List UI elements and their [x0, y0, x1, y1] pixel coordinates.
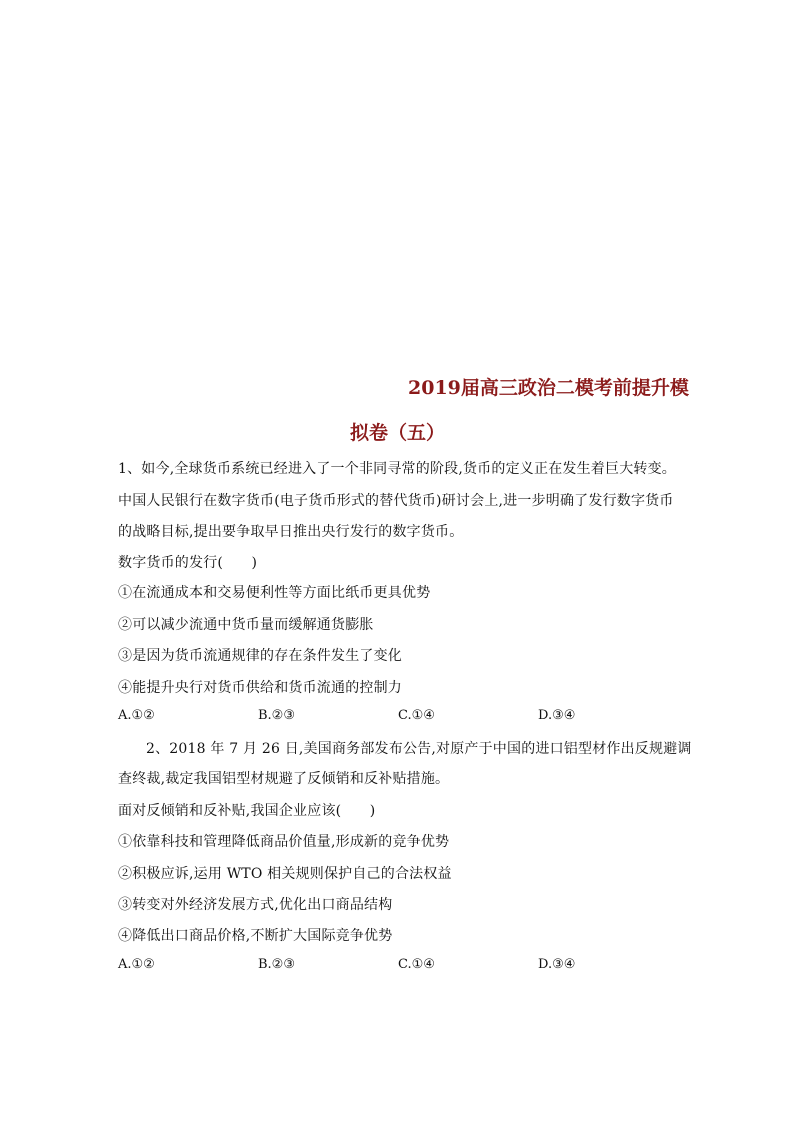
q1-choice-a: A.①② [118, 708, 155, 723]
q2-choice-d: D.③④ [538, 957, 576, 972]
q1-stem-line1: 1、如今,全球货币系统已经进入了一个非同寻常的阶段,货币的定义正在发生着巨大转变。 [118, 461, 677, 477]
document-title-line1: 2019届高三政治二模考前提升模 [408, 377, 689, 399]
q2-item-2: ②积极应诉,运用 WTO 相关规则保护自己的合法权益 [118, 866, 452, 882]
q1-choice-b: B.②③ [258, 708, 295, 723]
q1-item-2: ②可以减少流通中货币量而缓解通货膨胀 [118, 617, 374, 633]
q1-stem-line2: 中国人民银行在数字货币(电子货币形式的替代货币)研讨会上,进一步明确了发行数字货币 [118, 493, 674, 509]
q1-item-3: ③是因为货币流通规律的存在条件发生了变化 [118, 648, 402, 664]
document-title-line2: 拟卷（五） [350, 422, 446, 444]
q2-choice-b: B.②③ [258, 957, 295, 972]
q2-choice-a: A.①② [118, 957, 155, 972]
q1-choice-d: D.③④ [538, 708, 576, 723]
q2-stem-line1: 2、2018 年 7 月 26 日,美国商务部发布公告,对原产于中国的进口铝型材作出反规避调 [146, 741, 692, 757]
q2-stem-line2: 查终裁,裁定我国铝型材规避了反倾销和反补贴措施。 [118, 771, 450, 787]
q1-stem-line3: 的战略目标,提出要争取早日推出央行发行的数字货币。 [118, 524, 464, 540]
q1-choice-c: C.①④ [398, 708, 435, 723]
q1-item-1: ①在流通成本和交易便利性等方面比纸币更具优势 [118, 585, 431, 601]
q2-item-1: ①依靠科技和管理降低商品价值量,形成新的竞争优势 [118, 834, 450, 850]
q2-item-3: ③转变对外经济发展方式,优化出口商品结构 [118, 897, 393, 913]
q2-choice-c: C.①④ [398, 957, 435, 972]
q1-item-4: ④能提升央行对货币供给和货币流通的控制力 [118, 680, 402, 696]
q2-prompt: 面对反倾销和反补贴,我国企业应该( ) [118, 803, 376, 819]
q2-item-4: ④降低出口商品价格,不断扩大国际竞争优势 [118, 928, 393, 944]
q1-prompt: 数字货币的发行( ) [118, 555, 258, 571]
